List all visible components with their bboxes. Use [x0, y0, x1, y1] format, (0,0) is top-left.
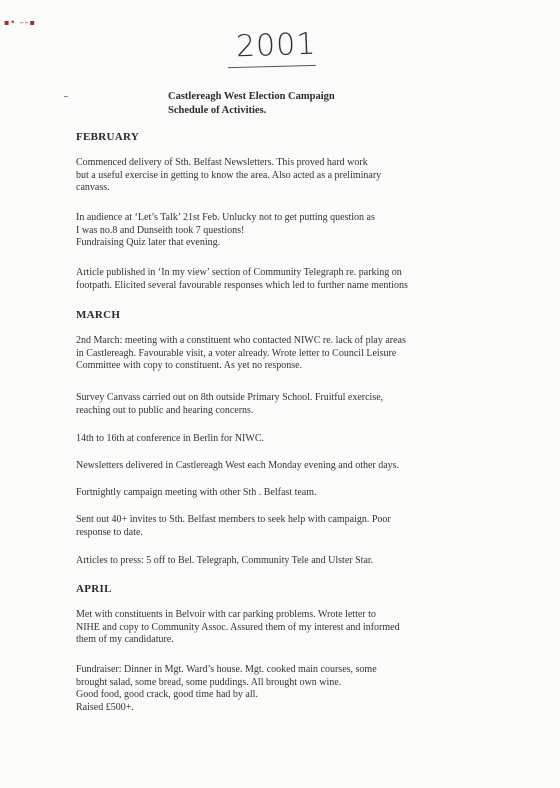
scan-mark-dash [64, 96, 68, 97]
paragraph [76, 460, 476, 473]
text-line: them of my candidature. [76, 634, 174, 645]
section-heading-february: FEBRUARY [76, 131, 140, 143]
text-line: 14th to 16th at conference in Berlin for NIWC. [76, 433, 264, 444]
title-line-2: Schedule of Activities. [168, 105, 267, 116]
handwritten-underline [228, 65, 316, 68]
paragraph [76, 664, 476, 714]
text-line: Newsletters delivered in Castlereagh West each Monday evening and other days. [76, 460, 400, 471]
section-heading-march: MARCH [76, 309, 121, 321]
text-line: response to date. [76, 526, 143, 538]
paragraph [76, 609, 476, 647]
scan-mark: ▪• ––▪ [4, 18, 37, 27]
text-line: Commenced delivery of Sth. Belfast Newsletters. This proved hard work [76, 157, 368, 168]
handwritten-year: 2001 [235, 26, 317, 65]
text-line: Fundraiser: Dinner in Mgt. Ward’s house. Mgt. cooked main courses, some [76, 664, 377, 675]
paragraph [76, 267, 476, 292]
paragraph [76, 212, 476, 250]
text-line: 2nd March: meeting with a constituent who contacted NIWC re. lack of play areas [76, 335, 406, 346]
text-line: but a useful exercise in getting to know the area. Also acted as a preliminary [76, 169, 382, 181]
paragraph [76, 514, 476, 539]
text-line: Good food, good crack, good time had by all. [76, 689, 258, 700]
paragraph [76, 392, 476, 417]
text-line: Survey Canvass carried out on 8th outside Primary School. Fruitful exercise, [76, 392, 384, 403]
document-title [168, 90, 335, 118]
text-line: Committee with copy to constituent. As yet no response. [76, 360, 303, 371]
text-line: Sent out 40+ invites to Sth. Belfast members to seek help with campaign. Poor [76, 514, 391, 525]
text-line: Raised £500+. [76, 701, 134, 713]
paragraph [76, 157, 476, 195]
paragraph [76, 335, 476, 373]
text-line: Fortnightly campaign meeting with other Sth . Belfast team. [76, 487, 317, 498]
section-heading-april: APRIL [76, 583, 112, 595]
text-line: footpath. Elicited several favourable responses which led to further name mentions [76, 279, 408, 291]
paragraph [76, 433, 476, 446]
text-line: I was no.8 and Dunseith took 7 questions! [76, 224, 245, 236]
title-line-1: Castlereagh West Election Campaign [168, 91, 335, 102]
text-line: in Castlereagh. Favourable visit, a voter already. Wrote letter to Council Leisure [76, 347, 397, 359]
text-line: In audience at ‘Let’s Talk’ 21st Feb. Unlucky not to get putting question as [76, 212, 375, 223]
text-line: Fundraising Quiz later that evening. [76, 237, 221, 248]
text-line: canvass. [76, 182, 110, 193]
text-line: brought salad, some bread, some puddings. All brought own wine. [76, 676, 342, 688]
text-line: NIHE and copy to Community Assoc. Assured them of my interest and informed [76, 621, 400, 633]
text-line: reaching out to public and hearing concerns. [76, 404, 254, 416]
text-line: Met with constituents in Belvoir with car parking problems. Wrote letter to [76, 609, 376, 620]
paragraph [76, 555, 476, 568]
paragraph [76, 487, 476, 500]
text-line: Articles to press: 5 off to Bel. Telegraph, Community Tele and Ulster Star. [76, 555, 374, 566]
text-line: Article published in ‘In my view’ section of Community Telegraph re. parking on [76, 267, 402, 278]
